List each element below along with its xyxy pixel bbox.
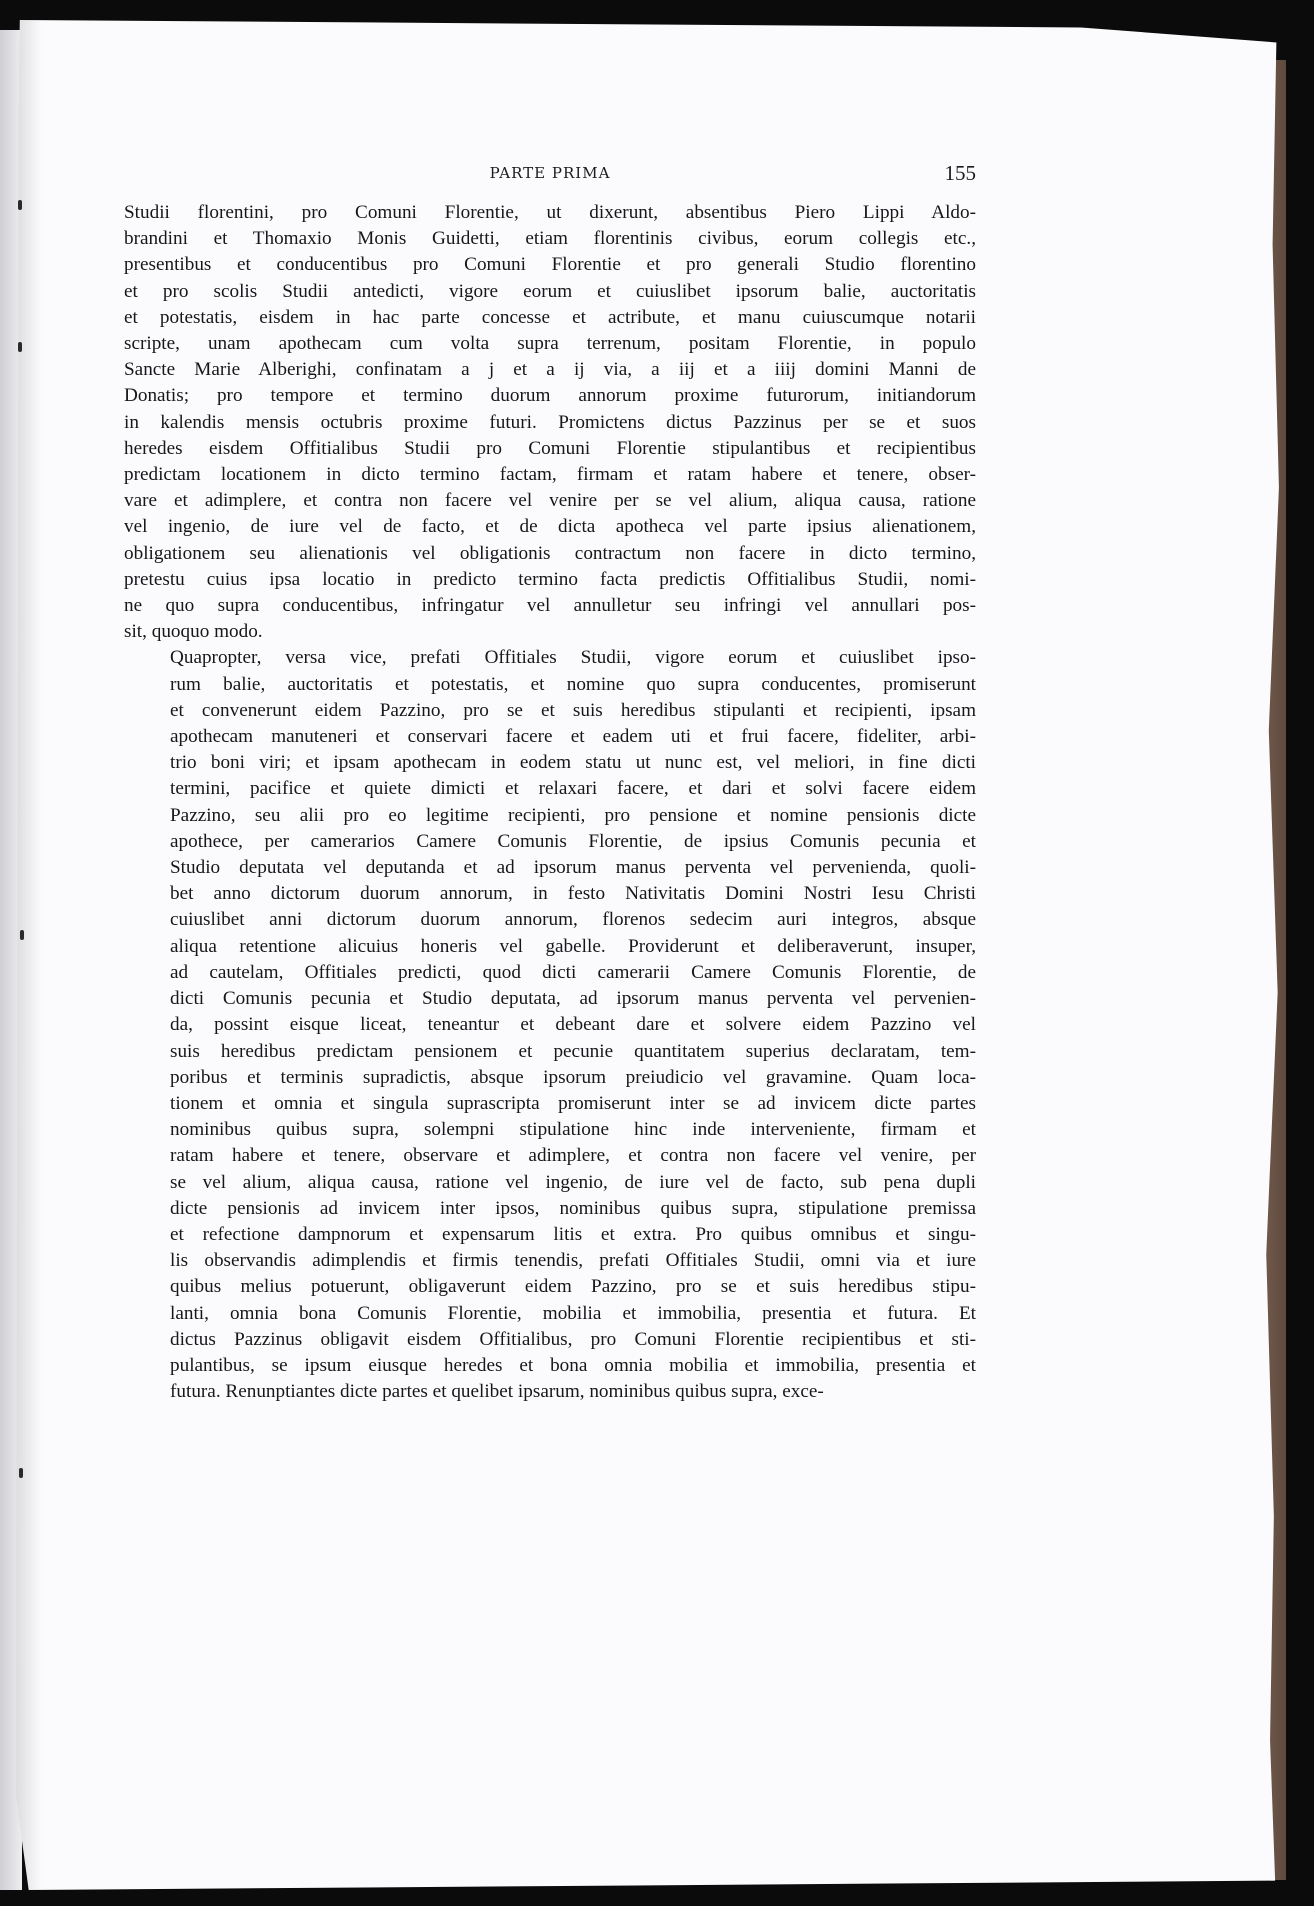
text-line: quibus melius potuerunt, obligaverunt eidem Pazzino, pro se et suis heredibus stipu-	[170, 1276, 976, 1298]
page-number: 155	[944, 161, 976, 185]
text-line: Sancte Marie Alberighi, confinatam a j et a ij via, a iij et a iiij domini Manni de	[124, 359, 976, 381]
text-line: ad cautelam, Offitiales predicti, quod dicti camerarii Camere Comunis Florentie, de	[170, 961, 976, 983]
text-line: lis observandis adimplendis et firmis tenendis, prefati Offitiales Studii, omni via et iure	[170, 1250, 976, 1272]
text-line: scripte, unam apothecam cum volta supra terrenum, positam Florentie, in populo	[124, 333, 976, 355]
binding-mark	[18, 200, 22, 210]
text-line: Pazzino, seu alii pro eo legitime recipienti, pro pensione et nomine pensionis dicte	[170, 804, 976, 826]
text-line: poribus et terminis supradictis, absque ipsorum preiudicio vel gravamine. Quam loca-	[170, 1066, 976, 1088]
paragraph	[124, 645, 976, 1405]
text-line: Studii florentini, pro Comuni Florentie, ut dixerunt, absentibus Piero Lippi Aldo-	[124, 202, 976, 223]
text-line: et convenerunt eidem Pazzino, pro se et suis heredibus stipulanti et recipienti, ipsam	[170, 699, 976, 721]
text-line: lanti, omnia bona Comunis Florentie, mobilia et immobilia, presentia et futura. Et	[170, 1302, 976, 1324]
binding-mark	[19, 1468, 23, 1478]
text-line: heredes eisdem Offitialibus Studii pro Comuni Florentie stipulantibus et recipientibus	[124, 437, 976, 459]
binding-mark	[20, 930, 24, 940]
text-line: da, possint eisque liceat, teneantur et debeant dare et solvere eidem Pazzino vel	[170, 1014, 976, 1036]
text-line: pretestu cuius ipsa locatio in predicto termino facta predictis Offitialibus Studii, nomi-	[124, 568, 976, 590]
text-line: se vel alium, aliqua causa, ratione vel ingenio, de iure vel de facto, sub pena dupli	[170, 1171, 976, 1193]
text-line: in kalendis mensis octubris proxime futuri. Promictens dictus Pazzinus per se et suos	[124, 411, 976, 433]
text-line: dicti Comunis pecunia et Studio deputata, ad ipsorum manus perventa vel pervenien-	[170, 988, 976, 1010]
text-line: brandini et Thomaxio Monis Guidetti, etiam florentinis civibus, eorum collegis etc.,	[124, 228, 976, 250]
text-line: et pro scolis Studii antedicti, vigore eorum et cuiuslibet ipsorum balie, auctoritatis	[124, 280, 976, 302]
text-line: nominibus quibus supra, solempni stipulatione hinc inde interveniente, firmam et	[170, 1119, 976, 1141]
text-line: bet anno dictorum duorum annorum, in festo Nativitatis Domini Nostri Iesu Christi	[170, 883, 976, 905]
text-line: ne quo supra conducentibus, infringatur vel annulletur seu infringi vel annullari pos-	[124, 595, 976, 617]
text-line: vel ingenio, de iure vel de facto, et de dicta apotheca vel parte ipsius alienationem,	[124, 516, 976, 538]
text-line: sit, quoquo modo.	[124, 621, 263, 643]
text-line: et potestatis, eisdem in hac parte concesse et actribute, et manu cuiuscumque notarii	[124, 306, 976, 328]
running-head: PARTE PRIMA	[489, 164, 611, 182]
text-line: apothecam manuteneri et conservari facere et eadem uti et frui facere, fideliter, arbi-	[170, 726, 976, 748]
text-line: trio boni viri; et ipsam apothecam in eodem statu ut nunc est, vel meliori, in fine dicti	[170, 752, 976, 774]
text-line: et refectione dampnorum et expensarum litis et extra. Pro quibus omnibus et singu-	[170, 1223, 976, 1245]
page-header	[124, 161, 976, 192]
paragraph	[124, 200, 976, 645]
text-line: presentibus et conducentibus pro Comuni Florentie et pro generali Studio florentino	[124, 254, 976, 276]
text-line: tionem et omnia et singula suprascripta promiserunt inter se ad invicem dicte partes	[170, 1092, 976, 1114]
text-line: obligationem seu alienationis vel obligationis contractum non facere in dicto termino,	[124, 542, 976, 564]
text-line: termini, pacifice et quiete dimicti et relaxari facere, et dari et solvi facere eidem	[170, 778, 976, 800]
text-line: Quapropter, versa vice, prefati Offitiales Studii, vigore eorum et cuiuslibet ipso-	[170, 647, 976, 669]
text-line: suis heredibus predictam pensionem et pecunie quantitatem superius declaratam, tem-	[170, 1040, 976, 1062]
text-line: predictam locationem in dicto termino factam, firmam et ratam habere et tenere, obser-	[124, 464, 976, 486]
text-line: dicte pensionis ad invicem inter ipsos, nominibus quibus supra, stipulatione premissa	[170, 1197, 976, 1219]
text-line: futura. Renunptiantes dicte partes et quelibet ipsarum, nominibus quibus supra, exce-	[170, 1381, 824, 1403]
text-line: Donatis; pro tempore et termino duorum annorum proxime futurorum, initiandorum	[124, 385, 976, 407]
text-line: vare et adimplere, et contra non facere vel venire per se vel alium, aliqua causa, ratione	[124, 490, 976, 512]
text-line: pulantibus, se ipsum eiusque heredes et bona omnia mobilia et immobilia, presentia et	[170, 1354, 976, 1376]
text-line: aliqua retentione alicuius honeris vel gabelle. Providerunt et deliberaverunt, insuper,	[170, 935, 976, 957]
text-line: ratam habere et tenere, observare et adimplere, et contra non facere vel venire, per	[170, 1145, 976, 1167]
text-line: rum balie, auctoritatis et potestatis, et nomine quo supra conducentes, promiserunt	[170, 673, 976, 695]
text-line: cuiuslibet anni dictorum duorum annorum, florenos sedecim auri integros, absque	[170, 909, 976, 931]
gutter-shadow	[16, 20, 42, 1890]
body-text	[124, 200, 976, 1405]
text-line: dictus Pazzinus obligavit eisdem Offitialibus, pro Comuni Florentie recipientibus et sti-	[170, 1328, 976, 1350]
text-line: apothece, per camerarios Camere Comunis Florentie, de ipsius Comunis pecunia et	[170, 830, 976, 852]
text-line: Studio deputata vel deputanda et ad ipsorum manus perventa vel pervenienda, quoli-	[170, 857, 976, 879]
binding-mark	[18, 342, 22, 352]
